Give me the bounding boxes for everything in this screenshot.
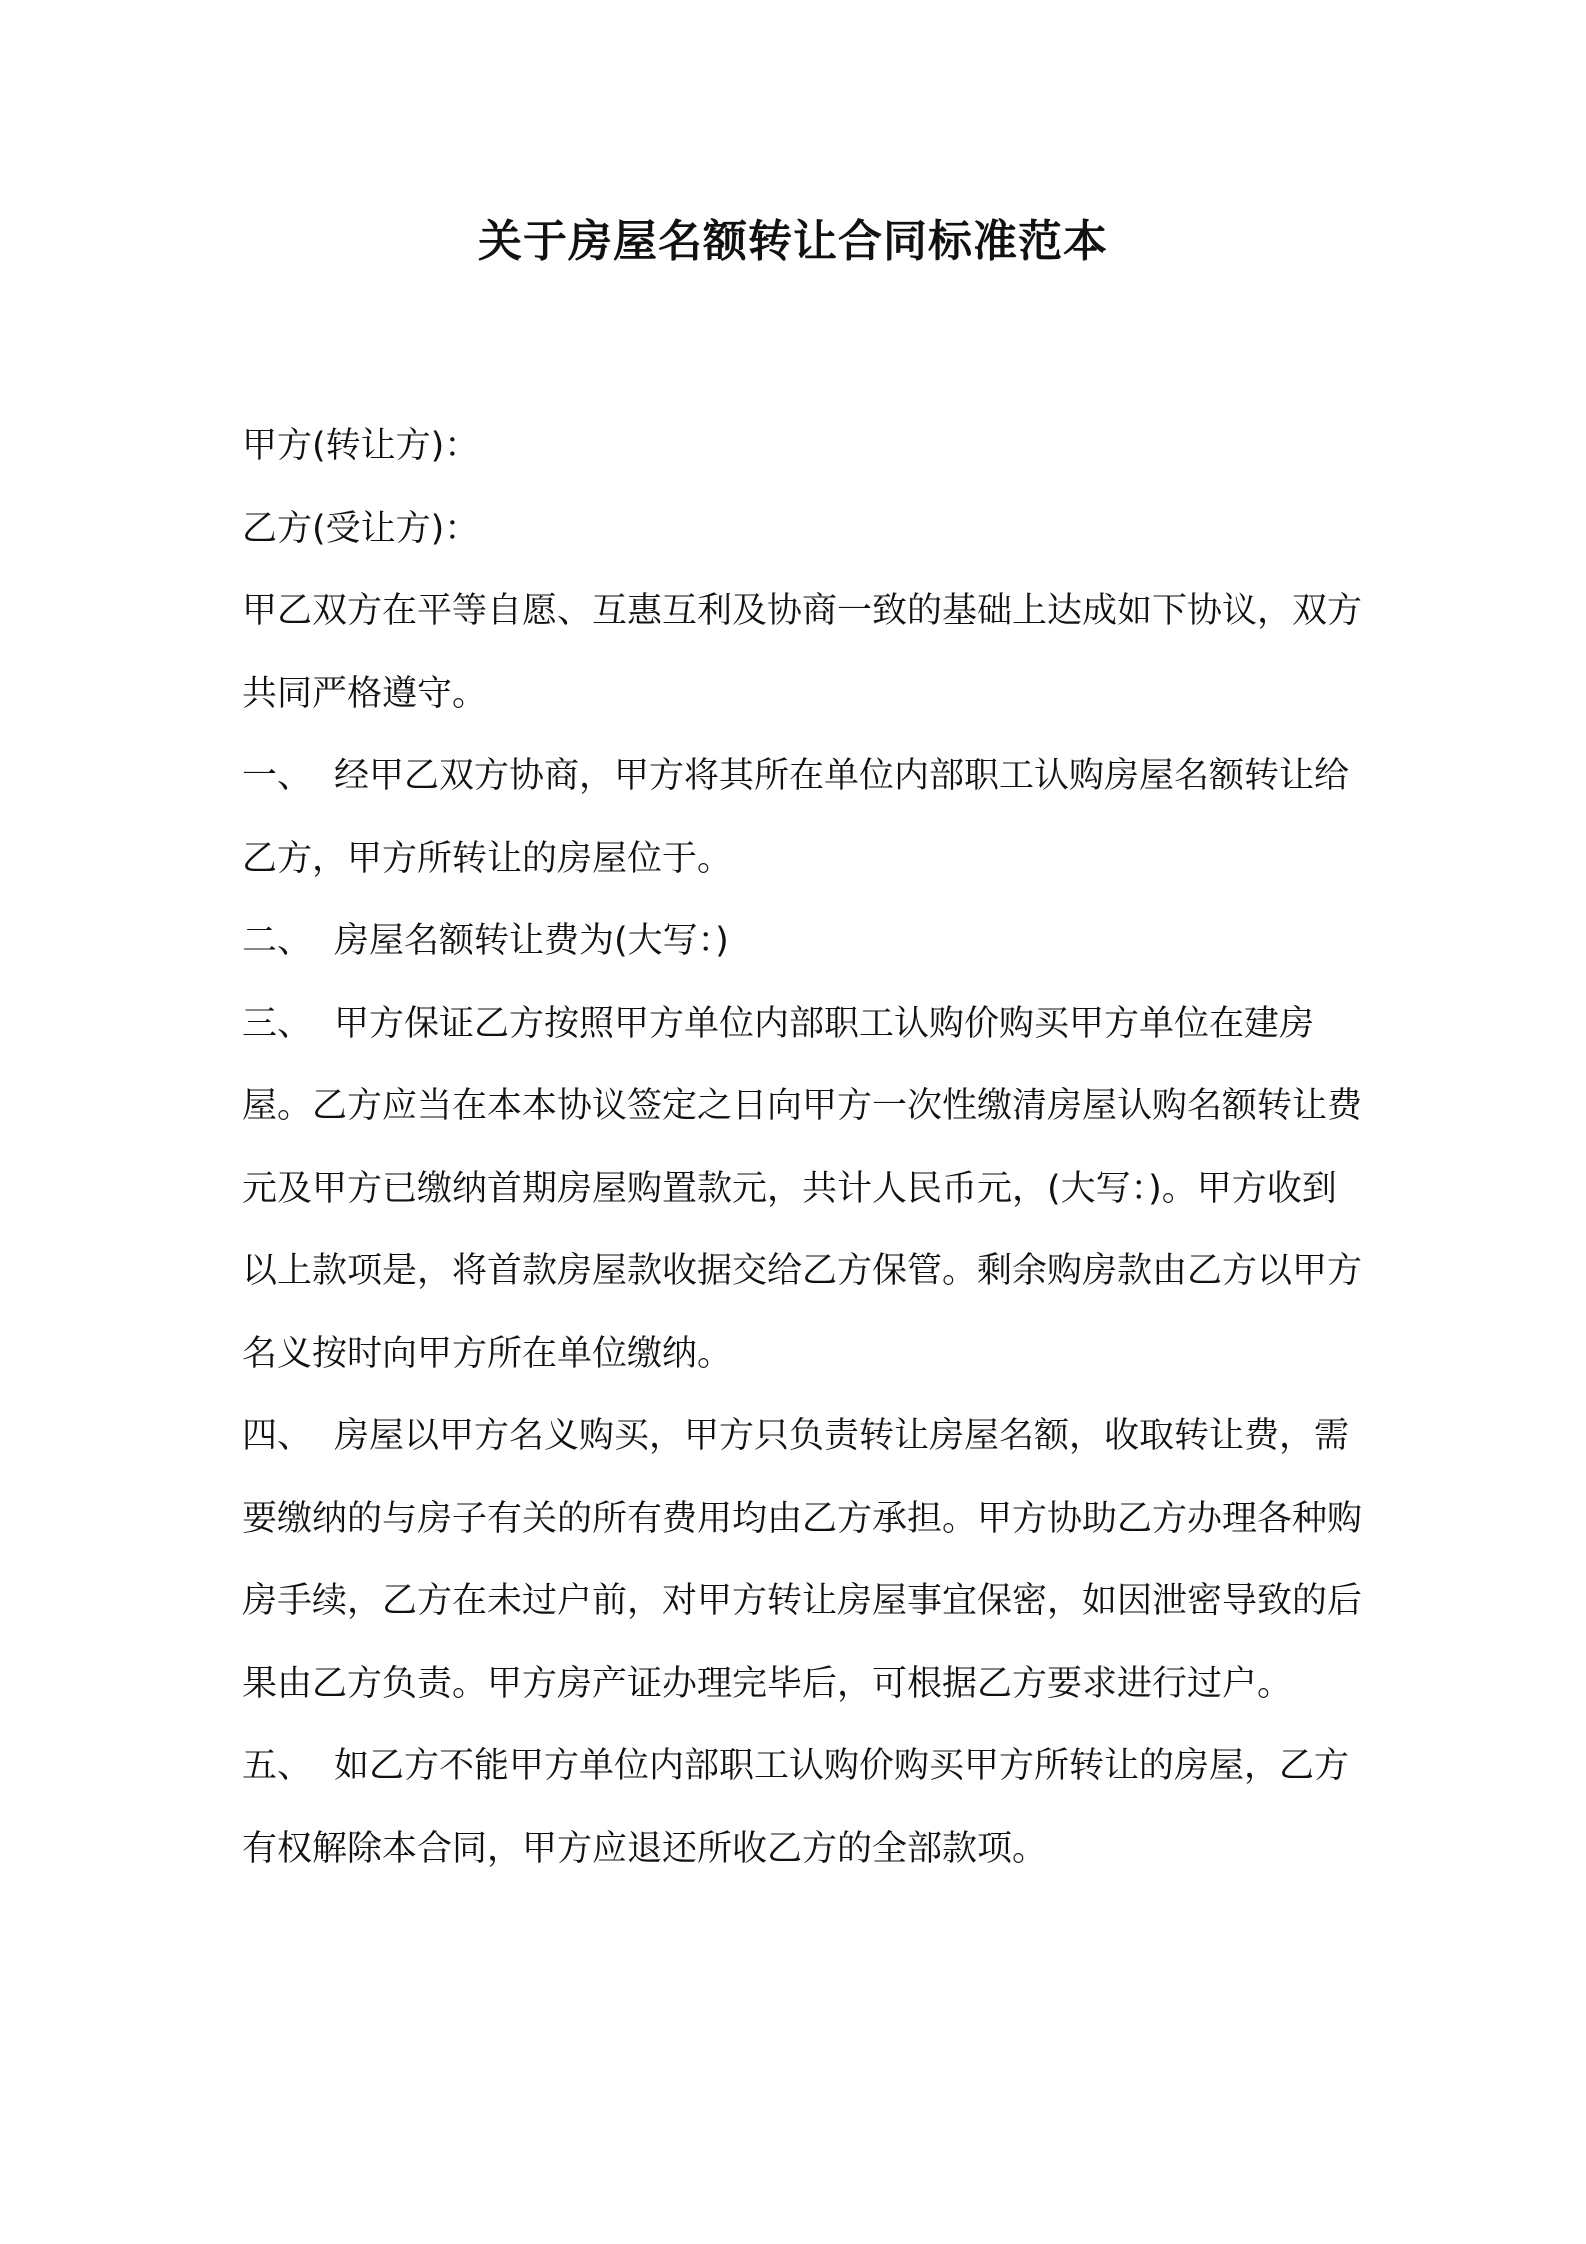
clause-3: [242, 983, 1364, 1396]
paragraph-text: 甲乙双方在平等自愿、互惠互利及协商一致的基础上达成如下协议，双方共同严格遵守。: [242, 591, 1363, 714]
clause-number: 一、: [242, 756, 313, 796]
clause-number: 二、: [242, 921, 313, 961]
clause-text: 如乙方不能甲方单位内部职工认购价购买甲方所转让的房屋，乙方有权解除本合同，甲方应退还所收乙方的全部款项。: [242, 1746, 1350, 1869]
clause-text: 经甲乙双方协商，甲方将其所在单位内部职工认购房屋名额转让给乙方，甲方所转让的房屋位于。: [242, 756, 1350, 879]
clause-text: 甲方保证乙方按照甲方单位内部职工认购价购买甲方单位在建房屋。乙方应当在本本协议签定之日向甲方一次性缴清房屋认购名额转让费元及甲方已缴纳首期房屋购置款元，共计人民币元，(大写：)。甲方收到以上款项是，将首款房屋款收据交给乙方保管。剩余购房款由乙方以甲方名义按时向甲方所在单位缴纳。: [242, 1003, 1363, 1374]
clause-5: [242, 1725, 1364, 1890]
preamble-paragraph: [242, 570, 1364, 735]
clause-number: 五、: [242, 1746, 313, 1786]
clause-4: [242, 1395, 1364, 1725]
paragraph-text: 甲方(转让方)：: [242, 426, 480, 466]
paragraph-text: 乙方(受让方)：: [242, 508, 480, 549]
clause-number: 四、: [242, 1416, 313, 1456]
clause-2: [242, 900, 1364, 983]
party-b-line: [242, 488, 1364, 571]
clause-text: 房屋名额转让费为(大写：): [334, 921, 729, 961]
document-title: 关于房屋名额转让合同标准范本: [478, 216, 1108, 267]
contract-body: [242, 405, 1364, 1890]
clause-number: 三、: [242, 1003, 313, 1044]
party-a-line: [242, 405, 1364, 488]
clause-text: 房屋以甲方名义购买，甲方只负责转让房屋名额，收取转让费，需要缴纳的与房子有关的所有费用均由乙方承担。甲方协助乙方办理各种购房手续，乙方在未过户前，对甲方转让房屋事宜保密，如因泄密导致的后果由乙方负责。甲方房产证办理完毕后，可根据乙方要求进行过户。: [242, 1416, 1363, 1704]
clause-1: [242, 735, 1364, 900]
